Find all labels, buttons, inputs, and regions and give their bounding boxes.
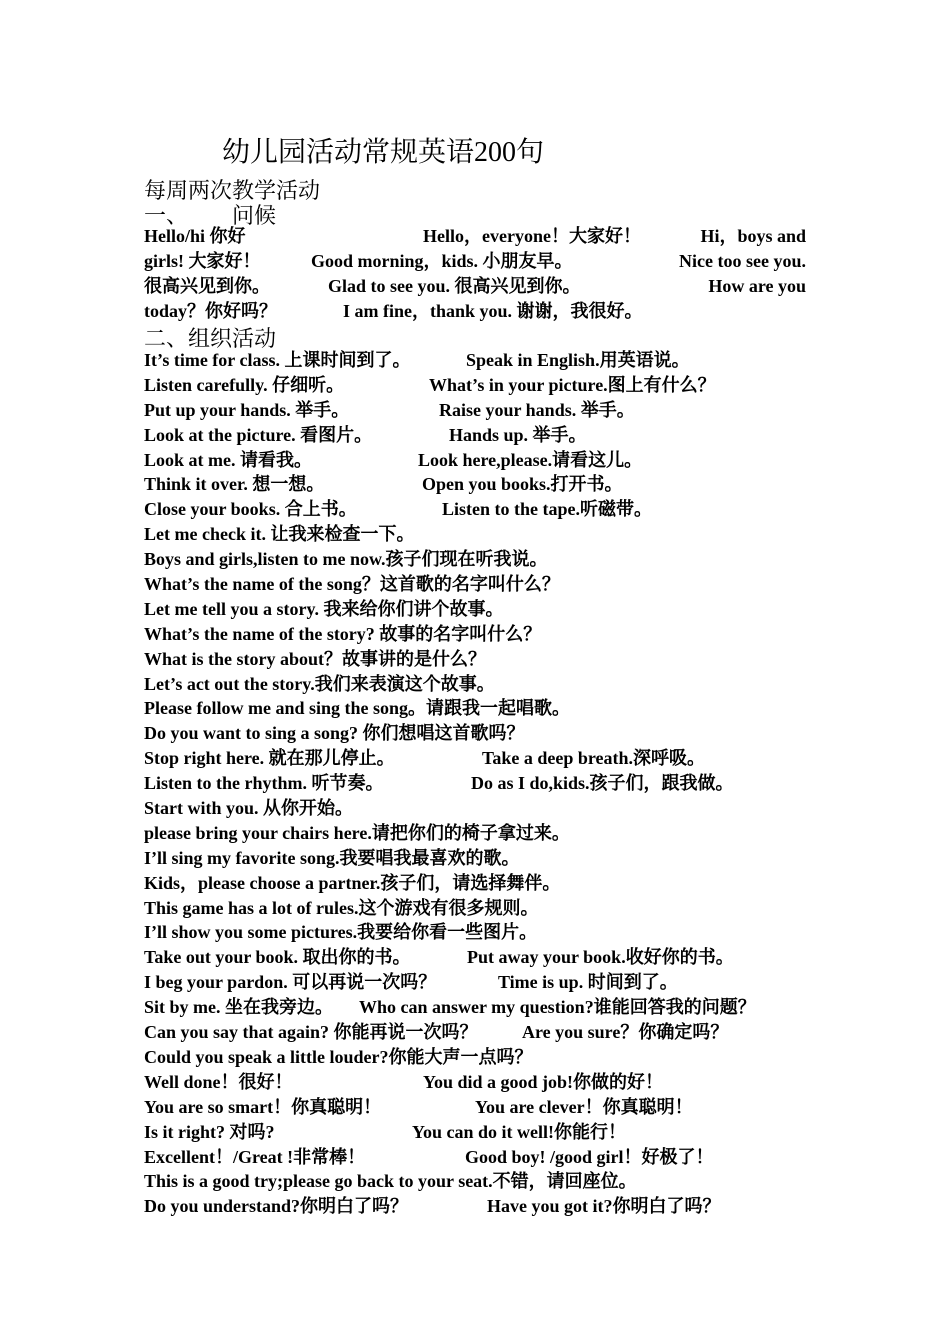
phrase-text: I’ll sing my favorite song.我要唱我最喜欢的歌。 [144, 847, 520, 868]
phrase-text: This is a good try;please go back to your seat.不错，请回座位。 [144, 1171, 637, 1192]
phrase-text: Can you say that again? 你能再说一次吗？ [144, 1022, 478, 1043]
phrase-line [144, 398, 844, 423]
greeting-line [144, 274, 806, 299]
phrase-text: I’ll show you some pictures.我要给你看一些图片。 [144, 922, 538, 943]
phrase-text: Who can answer my question?谁能回答我的问题？ [359, 997, 756, 1018]
phrase-text: Stop right here. 就在那儿停止。 [144, 748, 395, 769]
phrase-line [144, 1169, 844, 1194]
phrase-text: Boys and girls,listen to me now.孩子们现在听我说。 [144, 549, 548, 570]
phrase-text: You did a good job!你做的好！ [423, 1071, 664, 1092]
phrase-text: What’s in your picture.图上有什么？ [429, 374, 716, 395]
greeting-line [144, 249, 806, 274]
phrase-text: Well done！很好！ [144, 1071, 293, 1092]
document-title: 幼儿园活动常规英语200句 [222, 137, 545, 168]
phrase-text: Speak in English.用英语说。 [466, 350, 690, 370]
phrase-line [144, 1194, 844, 1219]
greeting-phrase: How are you [708, 276, 806, 296]
phrase-text: Close your books. 合上书。 [144, 499, 357, 520]
phrase-text: Let’s act out the story.我们来表演这个故事。 [144, 673, 495, 694]
phrase-text: It’s time for class. 上课时间到了。 [144, 350, 411, 370]
greeting-phrase: Hello，everyone！大家好！ [423, 226, 641, 246]
phrase-text: Take out your book. 取出你的书。 [144, 947, 411, 968]
phrase-text: Open you books.打开书。 [422, 474, 623, 495]
greeting-phrase: Glad to see you. 很高兴见到你。 [328, 276, 581, 296]
phrase-line [144, 746, 844, 771]
phrase-text: Listen carefully. 仔细听。 [144, 374, 345, 395]
phrase-text: Do as I do,kids.孩子们，跟我做。 [471, 773, 734, 794]
phrase-line [144, 373, 844, 398]
phrase-text: Time is up. 时间到了。 [498, 972, 678, 993]
subtitle-heading: 每周两次教学活动 [144, 178, 321, 203]
phrase-text: Are you sure？你确定吗？ [522, 1022, 729, 1043]
phrase-text: You are so smart！你真聪明！ [144, 1096, 382, 1117]
phrase-line [144, 995, 844, 1020]
phrase-text: You can do it well!你能行！ [412, 1121, 627, 1142]
phrase-line [144, 348, 844, 373]
phrase-text: This game has a lot of rules.这个游戏有很多规则。 [144, 897, 539, 918]
phrase-line [144, 423, 844, 448]
greeting-line [144, 299, 806, 324]
phrase-line [144, 1070, 844, 1095]
phrase-line [144, 1020, 844, 1045]
phrase-text: Excellent！/Great !非常棒！ [144, 1146, 366, 1167]
phrase-text: Is it right? 对吗? [144, 1121, 275, 1142]
phrase-line [144, 1120, 844, 1145]
phrase-line [144, 771, 844, 796]
greeting-phrase: Good morning，kids. 小朋友早。 [311, 251, 573, 271]
greeting-phrase: Nice too see you. [679, 251, 806, 271]
phrase-text: Good boy! /good girl！好极了！ [465, 1146, 714, 1167]
phrase-line [144, 821, 844, 846]
phrase-line [144, 572, 844, 597]
phrase-text: Please follow me and sing the song。请跟我一起唱歌。 [144, 698, 571, 719]
phrase-line [144, 622, 844, 647]
phrase-line [144, 896, 844, 921]
phrase-text: Start with you. 从你开始。 [144, 798, 354, 819]
section-organize-heading: 二、组织活动 [144, 326, 277, 351]
phrase-text: Take a deep breath.深呼吸。 [482, 748, 706, 769]
phrase-line [144, 871, 844, 896]
greeting-phrase: Hi，boys and [700, 226, 806, 246]
phrase-line [144, 945, 844, 970]
phrase-text: Let me check it. 让我来检查一下。 [144, 524, 415, 545]
phrase-text: You are clever！你真聪明！ [475, 1096, 693, 1117]
phrase-text: Listen to the tape.听磁带。 [442, 499, 652, 520]
phrase-text: Hands up. 举手。 [449, 424, 587, 445]
phrase-text: What’s the name of the song？这首歌的名字叫什么？ [144, 574, 560, 595]
phrase-line [144, 796, 844, 821]
greetings-block [144, 224, 806, 324]
phrase-text: Listen to the rhythm. 听节奏。 [144, 773, 384, 794]
phrase-line [144, 1095, 844, 1120]
phrase-text: Have you got it?你明白了吗？ [487, 1196, 721, 1217]
phrase-line [144, 721, 844, 746]
phrase-text: Could you speak a little louder?你能大声一点吗？ [144, 1046, 533, 1067]
phrase-line [144, 920, 844, 945]
phrase-line [144, 597, 844, 622]
phrase-text: Put up your hands. 举手。 [144, 399, 350, 420]
phrase-text: Sit by me. 坐在我旁边。 [144, 997, 333, 1018]
phrase-text: Look here,please.请看这儿。 [418, 449, 643, 470]
phrase-text: Look at me. 请看我。 [144, 449, 312, 470]
phrase-text: Look at the picture. 看图片。 [144, 424, 373, 445]
phrase-text: Put away your book.收好你的书。 [467, 947, 734, 968]
phrase-line [144, 970, 844, 995]
phrase-text: Kids，please choose a partner.孩子们，请选择舞伴。 [144, 872, 561, 893]
phrase-line [144, 1045, 844, 1070]
phrase-line [144, 472, 844, 497]
phrase-text: What’s the name of the story? 故事的名字叫什么？ [144, 623, 542, 644]
phrase-line [144, 647, 844, 672]
phrase-text: Let me tell you a story. 我来给你们讲个故事。 [144, 598, 504, 619]
section-greetings-title: 问候 [232, 203, 277, 228]
phrase-line [144, 448, 844, 473]
phrase-text: Do you want to sing a song? 你们想唱这首歌吗？ [144, 723, 525, 744]
phrase-line [144, 1145, 844, 1170]
phrase-line [144, 846, 844, 871]
phrase-text: What is the story about？故事讲的是什么？ [144, 648, 487, 669]
greeting-phrase: I am fine，thank you. 谢谢，我很好。 [343, 301, 643, 321]
phrase-text: Do you understand?你明白了吗？ [144, 1196, 409, 1217]
greeting-line [144, 224, 806, 249]
phrase-line [144, 672, 844, 697]
phrase-line [144, 547, 844, 572]
phrase-text: Raise your hands. 举手。 [439, 399, 635, 420]
greeting-phrase: 很高兴见到你。 [144, 276, 270, 296]
phrase-list [144, 348, 844, 1219]
phrase-line [144, 696, 844, 721]
phrase-text: please bring your chairs here.请把你们的椅子拿过来。 [144, 822, 570, 843]
section-greetings-number: 一、 [144, 203, 189, 228]
greeting-phrase: Hello/hi 你好 [144, 226, 246, 246]
phrase-line [144, 497, 844, 522]
phrase-line [144, 522, 844, 547]
greeting-phrase: today？你好吗？ [144, 301, 278, 321]
phrase-text: Think it over. 想一想。 [144, 474, 325, 495]
phrase-text: I beg your pardon. 可以再说一次吗？ [144, 972, 437, 993]
greeting-phrase: girls! 大家好！ [144, 251, 261, 271]
